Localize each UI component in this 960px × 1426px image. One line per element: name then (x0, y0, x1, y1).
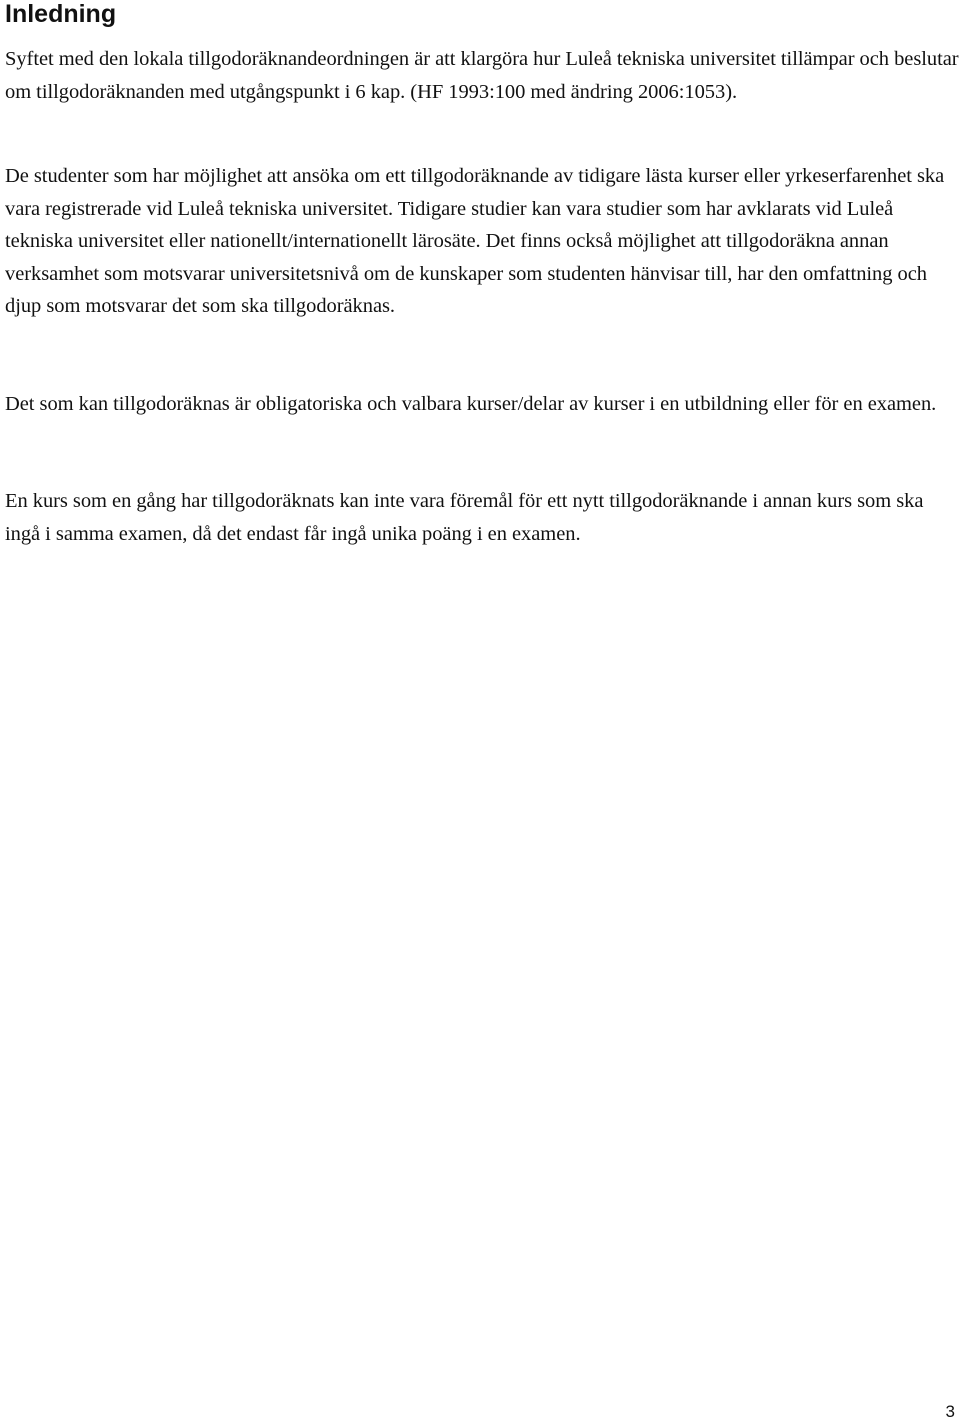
page-number: 3 (945, 1402, 955, 1421)
paragraph-scope: Det som kan tillgodoräknas är obligatoriska och valbara kurser/delar av kurser i en utbildning eller för en examen. (5, 393, 937, 415)
paragraph-restriction: En kurs som en gång har tillgodoräknats kan inte vara föremål för ett nytt tillgodoräknande i annan kurs som ska ingå i samma examen, då det endast får ingå unika poäng i en examen. (5, 490, 924, 545)
paragraph-purpose: Syftet med den lokala tillgodoräknandeordningen är att klargöra hur Luleå tekniska universitet tillämpar och beslutar om tillgodoräknanden med utgångspunkt i 6 kap. (HF 1993:100 med ändring 2006:1053). (5, 48, 959, 103)
section-heading: Inledning (5, 0, 117, 28)
paragraph-eligibility: De studenter som har möjlighet att ansöka om ett tillgodoräknande av tidigare lästa kurser eller yrkeserfarenhet ska vara registrerade vid Luleå tekniska universitet. Tidigare studier kan vara studier som har avklarats vid Luleå tekniska universitet eller nationellt/internationellt lärosäte. Det finns också möjlighet att tillgodoräkna annan verksamhet som motsvarar universitetsnivå om de kunskaper som studenten hänvisar till, har den omfattning och djup som motsvarar det som ska tillgodoräknas. (5, 165, 945, 317)
